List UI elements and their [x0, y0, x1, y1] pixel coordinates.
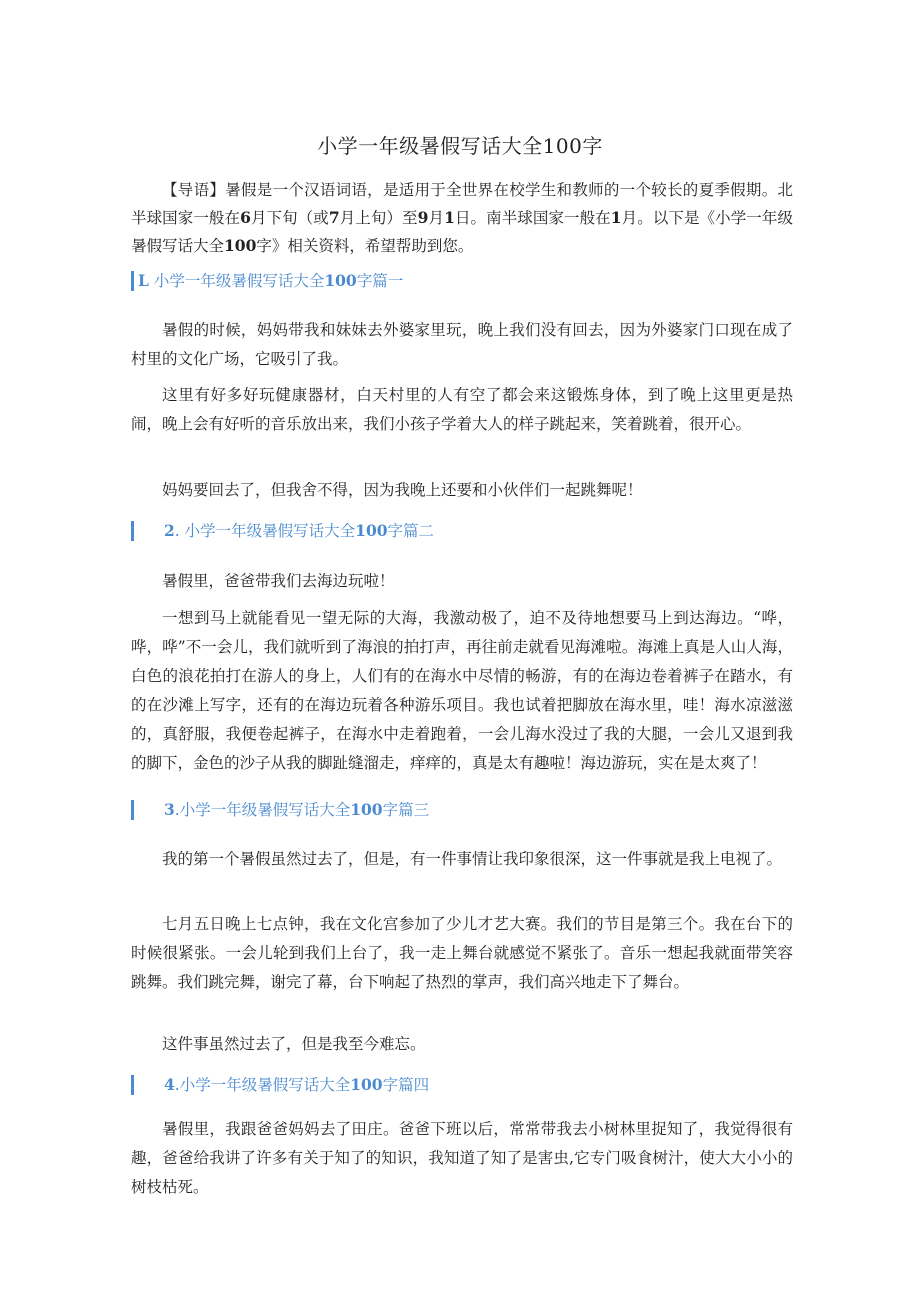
section-heading-1 [131, 268, 793, 294]
section-heading-4 [131, 1072, 793, 1098]
intro-text: 月 [428, 209, 445, 227]
section-heading-part: 字篇二 [387, 522, 435, 540]
section-heading-part: 字篇三 [382, 801, 430, 819]
heading-bar [131, 521, 134, 541]
paragraph: 暑假里，我跟爸爸妈妈去了田庄。爸爸下班以后，常常带我去小树林里捉知了，我觉得很有趣，爸爸给我讲了许多有关于知了的知识，我知道了知了是害虫,它专门吸食树汁，使大大小小的树枝枯死。 [131, 1120, 793, 1196]
paragraph: 暑假的时候，妈妈带我和妹妹去外婆家里玩，晚上我们没有回去，因为外婆家门口现在成了村里的文化广场，它吸引了我。 [131, 321, 793, 368]
heading-bar [131, 271, 134, 291]
section-number: 2 [164, 521, 175, 540]
intro-number: 1 [610, 208, 622, 227]
paragraph: 我的第一个暑假虽然过去了，但是，有一件事情让我印象很深，这一件事就是我上电视了。 [162, 850, 783, 868]
paragraph: 暑假里，爸爸带我们去海边玩啦！ [162, 572, 395, 590]
intro-text: 月下旬（或 [250, 209, 329, 227]
paragraph: 妈妈要回去了，但我舍不得，因为我晚上还要和小伙伴们一起跳舞呢！ [162, 481, 643, 499]
heading-bar [131, 1075, 134, 1095]
intro-text: 日。南半球国家一般在 [454, 209, 611, 227]
intro-number: 9 [417, 208, 429, 227]
heading-bar [131, 800, 134, 820]
intro-number: 7 [328, 208, 340, 227]
paragraph: 这件事虽然过去了，但是我至今难忘。 [162, 1035, 426, 1053]
section-number: 4 [164, 1075, 175, 1094]
paragraph: 七月五日晚上七点钟，我在文化宫参加了少儿才艺大赛。我们的节目是第三个。我在台下的时候很紧张。一会儿轮到我们上台了，我一走上舞台就感觉不紧张了。音乐一想起我就面带笑容跳舞。我们跳完舞，谢完了幕，台下响起了热烈的掌声，我们高兴地走下了舞台。 [131, 915, 793, 991]
section-number: L [138, 271, 149, 290]
paragraph: 一想到马上就能看见一望无际的大海，我激动极了，迫不及待地想要马上到达海边。“哗，哗，哗”不一会儿，我们就听到了海浪的拍打声，再往前走就看见海滩啦。海滩上真是人山人海，白色的浪花拍打在游人的身上，人们有的在海水中尽情的畅游，有的在海边卷着裤子在踏水，有的在沙滩上写字，还有的在海边玩着各种游乐项目。我也试着把脚放在海水里，哇！海水凉滋滋的，真舒服，我便卷起裤子，在海水中走着跑着，一会儿海水没过了我的大腿，一会儿又退到我的脚下，金色的沙子从我的脚趾缝溜走，痒痒的，真是太有趣啦！海边游玩，实在是太爽了！ [131, 609, 793, 772]
intro-text: 月。以下是《小学一年级暑假写话大全 [131, 209, 793, 255]
section-heading-text [164, 797, 429, 823]
section-heading-text [164, 1072, 429, 1098]
section-heading-part: .小学一年级暑假写话大全 [174, 1076, 351, 1094]
section-heading-part: 字篇四 [382, 1076, 430, 1094]
section-heading-2 [131, 518, 793, 544]
section-heading-number: 100 [324, 271, 357, 290]
section-heading-part: . 小学一年级暑假写话大全 [174, 522, 356, 540]
intro-number: 100 [224, 236, 257, 255]
intro-label: 【导语】 [162, 181, 226, 199]
section-heading-text [164, 518, 434, 544]
intro-text: 字》相关资料，希望帮助到您。 [256, 237, 474, 255]
intro-number: 1 [444, 208, 455, 227]
section-heading-3 [131, 797, 793, 823]
section-number: 3 [164, 800, 175, 819]
intro-text: 暑假是一个汉语词语，是适用于全世界在校学生和教师的一个较长的夏季假期。北半球国家一般在 [131, 181, 793, 227]
paragraph: 这里有好多好玩健康器材，白天村里的人有空了都会来这锻炼身体，到了晚上这里更是热闹，晚上会有好听的音乐放出来，我们小孩子学着大人的样子跳起来，笑着跳着，很开心。 [131, 386, 793, 433]
section-heading-number: 100 [350, 800, 383, 819]
section-heading-number: 100 [355, 521, 388, 540]
section-heading-number: 100 [350, 1075, 383, 1094]
intro-paragraph [131, 176, 793, 260]
intro-number: 6 [240, 208, 251, 227]
document-title: 小学一年级暑假写话大全100字 [317, 134, 603, 158]
section-heading-text [138, 268, 403, 294]
section-heading-part: 字篇一 [356, 272, 404, 290]
section-heading-part: .小学一年级暑假写话大全 [174, 801, 351, 819]
section-heading-part: 小学一年级暑假写话大全 [148, 272, 325, 290]
intro-text: 月上旬）至 [339, 209, 418, 227]
